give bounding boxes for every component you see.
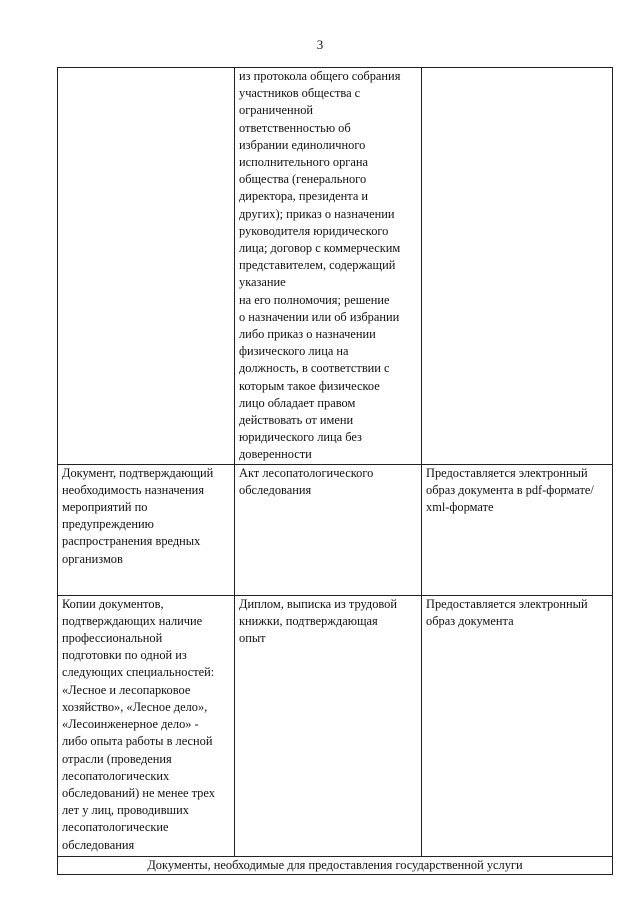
table-cell: Копии документов, подтверждающих наличие профессиональной подготовки по одной из следующих специальностей: «Лесное и лесопарковое хозяйство», «Лесное дело», «Лесоинженерное дело» - либо опыта работы в лесной отрасли (проведения лесопатологических обследований) не менее трех лет у лиц, проводивших лесопатологические обследования xyxy=(58,595,235,856)
page-number: 3 xyxy=(316,37,324,52)
table-cell: Документ, подтверждающий необходимость назначения мероприятий по предупреждению распространения вредных организмов xyxy=(58,464,235,595)
table-cell: Предоставляется электронный образ документа в pdf-формате/ xml-формате xyxy=(422,464,613,595)
table-row xyxy=(58,464,613,595)
table-cell: Предоставляется электронный образ документа xyxy=(422,595,613,856)
table-row xyxy=(58,856,613,874)
table-cell xyxy=(58,68,235,465)
table-cell: Акт лесопатологического обследования xyxy=(235,464,422,595)
table-cell: Диплом, выписка из трудовой книжки, подтверждающая опыт xyxy=(235,595,422,856)
section-heading: Документы, необходимые для предоставления государственной услуги xyxy=(58,856,613,874)
table-row xyxy=(58,68,613,465)
documents-table xyxy=(57,67,613,875)
table-row xyxy=(58,595,613,856)
table-cell: из протокола общего собрания участников общества с ограниченной ответственностью об избрании единоличного исполнительного органа общества (генерального директора, президента и других); приказ о назначении руководителя юридического лица; договор с коммерческим представителем, содержащий указание на его полномочия; решение о назначении или об избрании либо приказ о назначении физического лица на должность, в соответствии с которым такое физическое лицо обладает правом действовать от имени юридического лица без доверенности xyxy=(235,68,422,465)
table-cell xyxy=(422,68,613,465)
